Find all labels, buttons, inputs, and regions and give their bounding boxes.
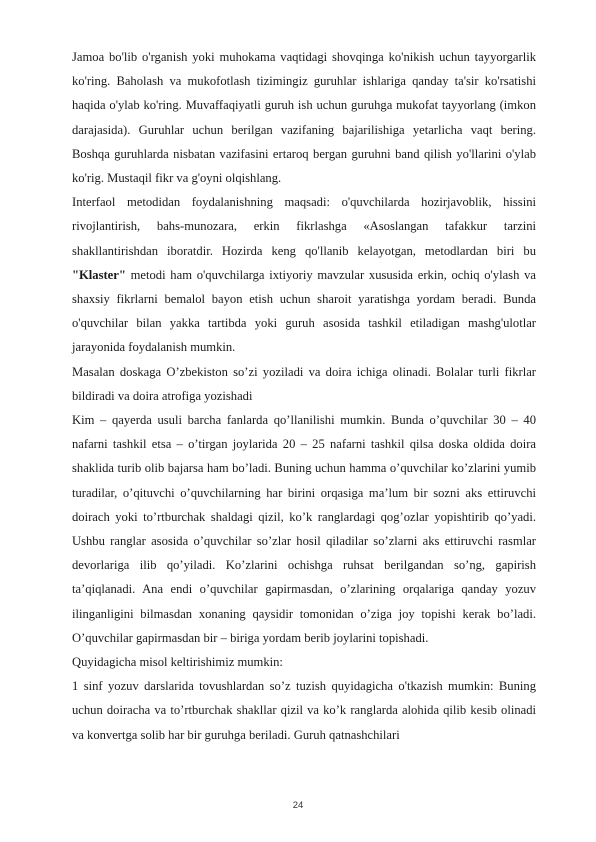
paragraph-group-work-tips: Jamoa bo'lib o'rganish yoki muhokama vaqtidagi shovqinga ko'nikish uchun tayyorgarlik ko'ring. Baholash va mukofotlash tizimingiz guruhlar ishlariga qanday ta'sir ko'rsatishi haqida o'ylab ko'ring. Muvaffaqiyatli guruh ish uchun guruhga mukofat tayyorlang (imkon darajasida). Guruhlar uchun berilgan vazifaning bajarilishiga yetarlicha vaqt bering. Boshqa guruhlarda nisbatan vazifasini ertaroq bergan guruhni band qilish yo'llarini o'ylab ko'rig. Mustaqil fikr va g'oyni olqishlang. bbox=[72, 50, 536, 186]
klaster-term: "Klaster" bbox=[72, 267, 126, 282]
paragraph-interactive-methods bbox=[72, 190, 536, 359]
paragraph-text: Interfaol metodidan foydalanishning maqsadi: o'quvchilarda hozirjavoblik, hissini rivojlantirish, bahs-munozara, erkin fikrlashga «Asoslangan tafakkur tarzini shakllantirishdan iboratdir. Hozirda keng qo'llanib kelayotgan, metodlardan biri bu bbox=[72, 195, 536, 258]
paragraph-kim-qayerda-method: Kim – qayerda usuli barcha fanlarda qo’llanilishi mumkin. Bunda o’quvchilar 30 – 40 nafarni tashkil etsa – o’tirgan joylarida 20 – 25 nafarni tashkil qilsa doska oldida doira shaklida turib olib bajarsa ham bo’ladi. Buning uchun hamma o’quvchilar ko’zlarini yumib turadilar, o’qituvchi o’quvchilarning har birini orqasiga ma’lum bir sozni aks ettiruvchi doirach yoki to’rtburchak shaldagi qizil, ko’k ranglardagi qog’ozlar yopishtirib qo’yadi. Ushbu ranglar asosida o’quvchilar so’zlar hosil qiladilar so’zlarni aks ettiruvchi rasmlar devorlariga ilib qo’yiladi. Ko’zlarini ochishga ruhsat berilgandan so’ng, gapirish ta’qiqlanadi. Ana endi o’quvchilar gapirmasdan, o’zlarining orqalariga qanday yozuv ilinganligini bilmasdan xonaning qaysidir tomonidan o’ziga joy topishi kerak bo’ladi. O’quvchilar gapirmasdan bir – biriga yordam berib joylarini topishadi. bbox=[72, 413, 536, 645]
paragraph-first-grade-writing: 1 sinf yozuv darslarida tovushlardan so’z tuzish quyidagicha o'tkazish mumkin: Buning uchun doiracha va to’rtburchak shakllar qizil va ko’k ranglarda alohida qilib kesib olinadi va konvertga solib har bir guruhga beriladi. Guruh qatnashchilari bbox=[72, 679, 536, 742]
paragraph-example-board: Masalan doskaga O’zbekiston so’zi yoziladi va doira ichiga olinadi. Bolalar turli fikrlar bildiradi va doira atrofiga yozishadi bbox=[72, 364, 536, 403]
paragraph-text: metodi ham o'quvchilarga ixtiyoriy mavzular xususida erkin, ochiq o'ylash va shaxsiy fikrlarni bemalol bayon etish uchun sharoit yaratishga yordam beradi. Bunda o'quvchilar bilan yakka tartibda yoki guruh asosida tashkil etiladigan mashg'ulotlar jarayonida foydalanish mumkin. bbox=[72, 267, 536, 355]
document-page bbox=[72, 45, 536, 747]
paragraph-example-intro: Quyidagicha misol keltirishimiz mumkin: bbox=[72, 655, 283, 670]
page-number: 24 bbox=[292, 800, 304, 811]
